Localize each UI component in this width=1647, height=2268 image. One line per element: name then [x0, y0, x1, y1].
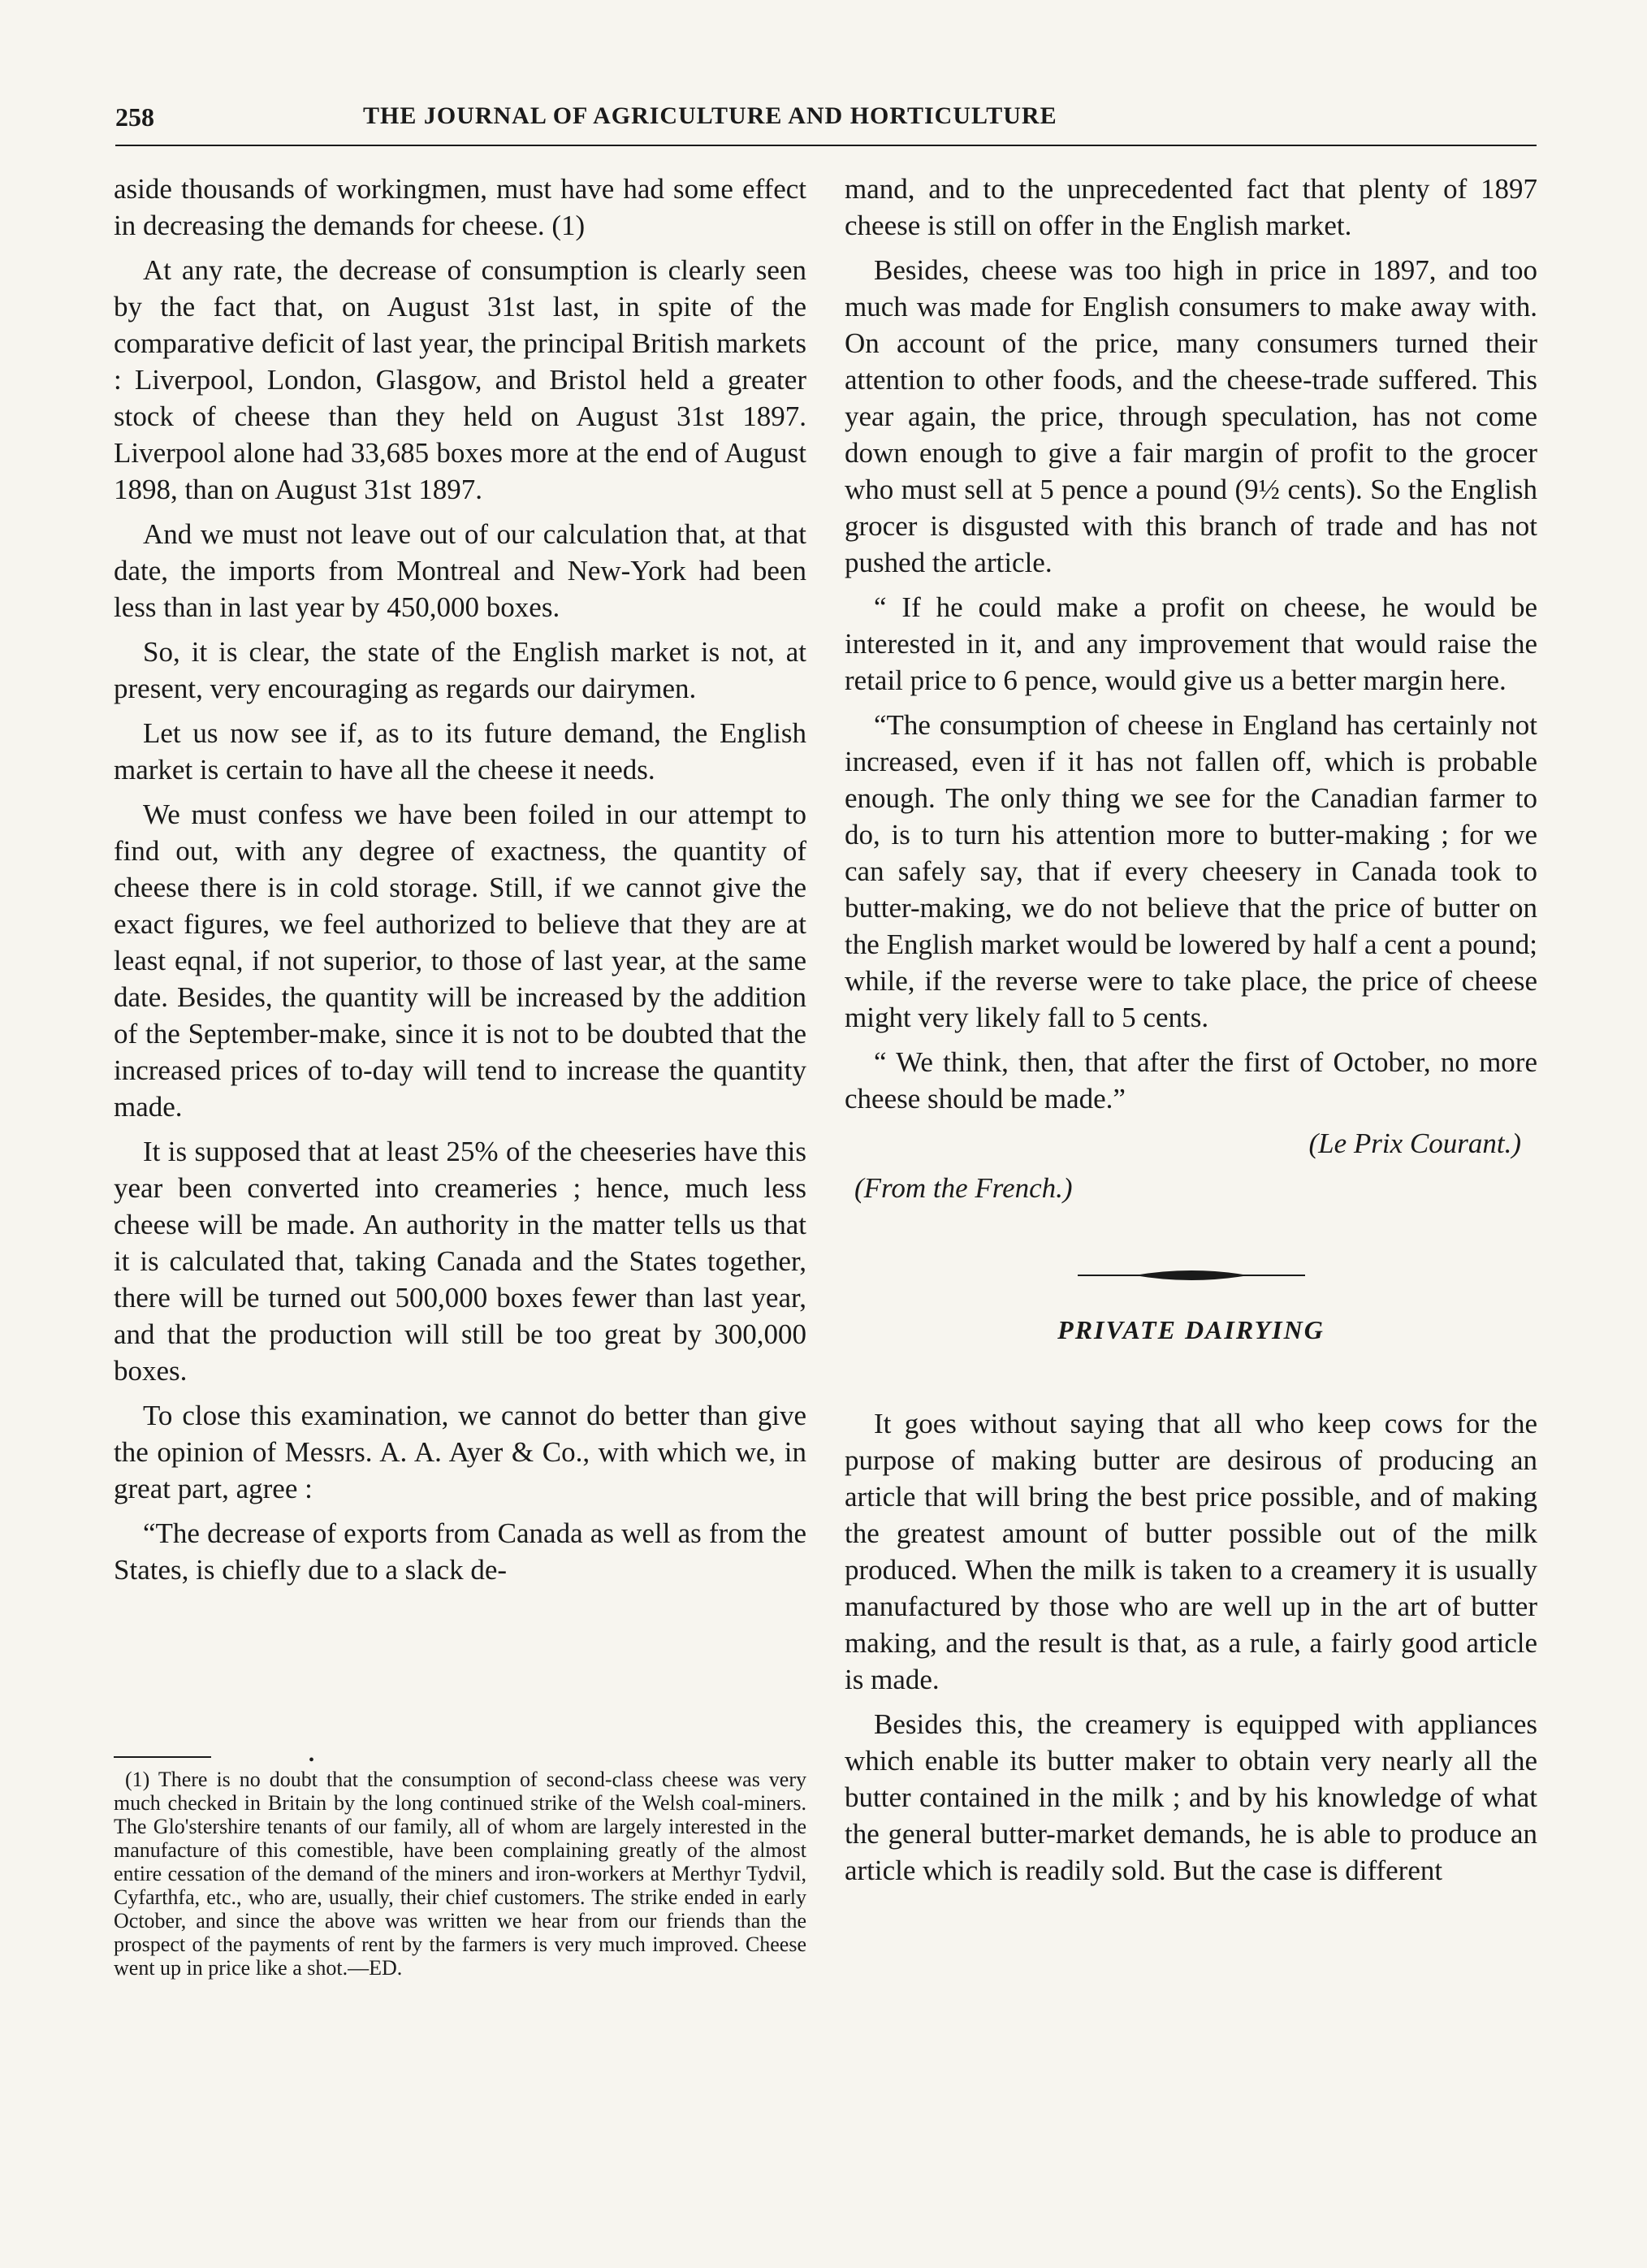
source-attribution: (Le Prix Courant.) — [1308, 1128, 1521, 1159]
paragraph: It goes without saying that all who keep cows for the purpose of making butter are desirous of producing an article that will bring the best price possible, and of making the greatest amount of butter possible out of the milk produced. When the milk is taken to a creamery it is usually manufactured by those who are well up in the art of butter making, and the result is that, as a rule, a fairly good article is made. — [845, 1408, 1537, 1695]
section-divider-ornament — [1078, 1263, 1305, 1288]
paragraph: “The consumption of cheese in England has certainly not increased, even if it has not fallen off, which is probable enough. The only thing we see for the Canadian farmer to do, is to turn his attention more to butter-making ; for we can safely say, that if every cheesery in Canada took to butter-making, we do not believe that the price of butter on the English market would be lowered by half a cent a pound; while, if the reverse were to take place, the price of cheese might very likely fall to 5 cents. — [845, 709, 1537, 1033]
paragraph: Besides this, the creamery is equipped with appliances which enable its butter maker to obtain very nearly all the butter contained in the milk ; and by his knowledge of what the general butter-market demands, he is able to produce an article which is readily sold. But the case is different — [845, 1708, 1537, 1886]
paragraph: So, it is clear, the state of the English market is not, at present, very encouraging as regards our dairymen. — [114, 636, 806, 704]
footnote-rule — [114, 1756, 211, 1758]
page-number: 258 — [115, 102, 154, 132]
paragraph: Let us now see if, as to its future demand, the English market is certain to have all the cheese it needs. — [114, 717, 806, 786]
paragraph: “ If he could make a profit on cheese, he would be interested in it, and any improvement that would raise the retail price to 6 pence, would give us a better margin here. — [845, 591, 1537, 696]
paragraph: aside thousands of workingmen, must have had some effect in decreasing the demands for cheese. (1) — [114, 173, 806, 241]
footnote-text: (1) There is no doubt that the consumption of second-class cheese was very much checked in Britain by the long continued strike of the Welsh coal-miners. The Glo'stershire tenants of our family, all of whom are largely interested in the manufacture of this comestible, have been complaining greatly of the almost entire cessation of the demand of the miners and iron-workers at Merthyr Tydvil, Cyfarthfa, etc., who are, usually, their chief customers. The strike ended in early October, and since the above was written we hear from our friends than the prospect of the payments of rent by the farmers is very much improved. Cheese went up in price like a shot.—ED. — [114, 1768, 806, 1980]
paragraph: We must confess we have been foiled in our attempt to find out, with any degree of exactness, the quantity of cheese there is in cold storage. Still, if we cannot give the exact figures, we feel authorized to believe that they are at least eqnal, if not superior, to those of last year, at the same date. Besides, the quantity will be increased by the addition of the September-make, since it is not to be doubted that the increased prices of to-day will tend to increase the quantity made. — [114, 799, 806, 1123]
paragraph: Besides, cheese was too high in price in 1897, and too much was made for English consumers to make away with. On account of the price, many consumers turned their attention to other foods, and the cheese-trade suffered. This year again, the price, through speculation, has not come down enough to give a fair margin of profit to the grocer who must sell at 5 pence a pound (9½ cents). So the English grocer is disgusted with this branch of trade and has not pushed the article. — [845, 254, 1537, 578]
paragraph: It is supposed that at least 25% of the cheeseries have this year been converted into creameries ; hence, much less cheese will be made. An authority in the matter tells us that it is calculated that, taking Canada and the States together, there will be turned out 500,000 boxes fewer than last year, and that the production will still be too great by 300,000 boxes. — [114, 1136, 806, 1387]
left-column — [114, 171, 806, 1596]
translation-attribution: (From the French.) — [854, 1172, 1073, 1204]
paragraph: “The decrease of exports from Canada as well as from the States, is chiefly due to a slack de- — [114, 1517, 806, 1586]
footnote — [114, 1768, 806, 1980]
header-rule — [115, 145, 1537, 146]
section-title: PRIVATE DAIRYING — [1057, 1315, 1325, 1344]
right-column — [845, 171, 1537, 1897]
footnote-dot: • — [309, 1751, 315, 1769]
running-head: THE JOURNAL OF AGRICULTURE AND HORTICULTURE — [363, 102, 1057, 129]
paragraph: And we must not leave out of our calculation that, at that date, the imports from Montreal and New-York had been less than in last year by 450,000 boxes. — [114, 518, 806, 623]
paragraph: “ We think, then, that after the first of October, no more cheese should be made.” — [845, 1046, 1537, 1115]
paragraph: mand, and to the unprecedented fact that plenty of 1897 cheese is still on offer in the English market. — [845, 173, 1537, 241]
page-header — [115, 102, 1537, 151]
paragraph: To close this examination, we cannot do better than give the opinion of Messrs. A. A. Ayer & Co., with which we, in great part, agree : — [114, 1400, 806, 1504]
paragraph: At any rate, the decrease of consumption is clearly seen by the fact that, on August 31st last, in spite of the comparative deficit of last year, the principal British markets : Liverpool, London, Glasgow, and Bristol held a greater stock of cheese than they held on August 31st 1897. Liverpool alone had 33,685 boxes more at the end of August 1898, than on August 31st 1897. — [114, 254, 806, 505]
